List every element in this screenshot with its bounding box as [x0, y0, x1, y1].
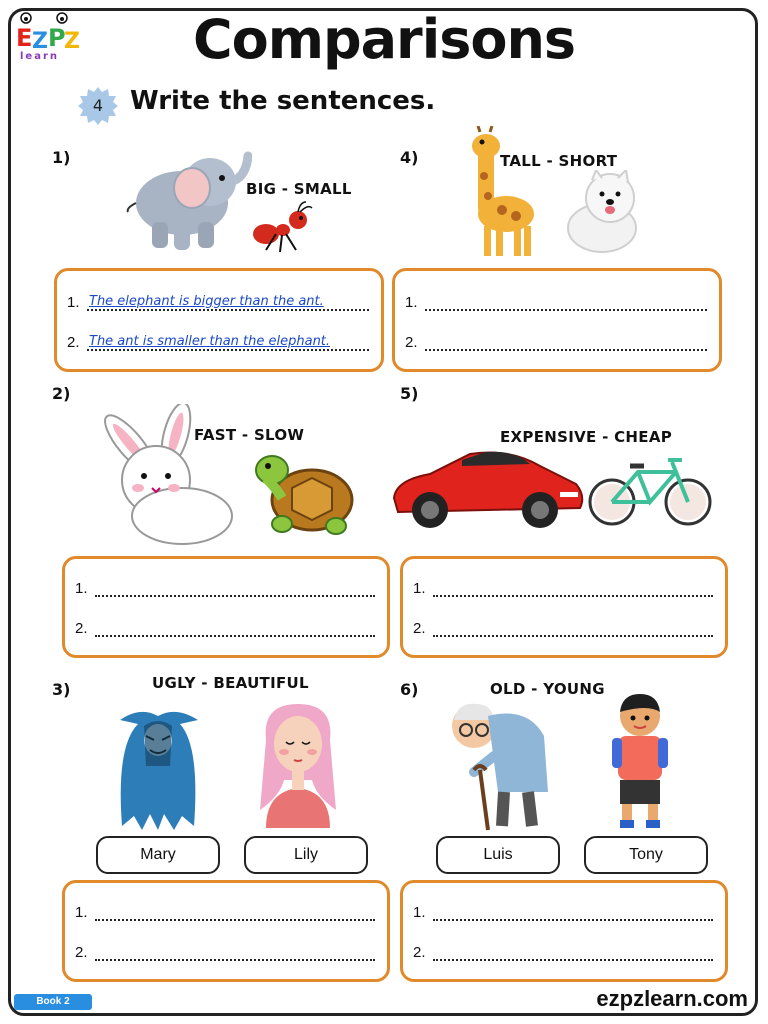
answer-text: The ant is smaller than the elephant. — [89, 334, 331, 349]
name-tag: Luis — [436, 836, 560, 874]
answer-line[interactable]: 2. — [75, 619, 375, 639]
rabbit-image — [90, 404, 238, 546]
answer-box — [400, 556, 728, 658]
answer-line[interactable]: 2. — [75, 943, 375, 963]
answer-box — [62, 880, 390, 982]
bicycle-image — [588, 448, 714, 528]
answer-line[interactable]: 1. — [413, 903, 713, 923]
answer-line[interactable]: 2. — [405, 333, 707, 353]
answer-box — [400, 880, 728, 982]
svg-text:Z: Z — [64, 29, 80, 54]
answer-line[interactable]: 2. The ant is smaller than the elephant. — [67, 333, 369, 353]
pair-label: EXPENSIVE - CHEAP — [500, 428, 673, 446]
elephant-image — [122, 148, 252, 252]
boy-image — [608, 690, 672, 830]
answer-line[interactable]: 2. — [413, 619, 713, 639]
pair-label: TALL - SHORT — [500, 152, 618, 170]
answer-box — [54, 268, 384, 372]
item-number: 4) — [400, 148, 419, 167]
item-number: 5) — [400, 384, 419, 403]
ant-image — [252, 200, 314, 254]
answer-text: The elephant is bigger than the ant. — [89, 294, 324, 309]
answer-line[interactable]: 1. The elephant is bigger than the ant. — [67, 293, 369, 313]
item-number: 3) — [52, 680, 71, 699]
sports-car-image — [390, 444, 586, 532]
page-title: Comparisons — [192, 8, 576, 71]
item-number: 2) — [52, 384, 71, 403]
svg-text:learn: learn — [20, 51, 60, 62]
ghost-image — [110, 706, 208, 832]
item-number: 1) — [52, 148, 71, 167]
svg-text:Z: Z — [32, 29, 48, 54]
item-number: 6) — [400, 680, 419, 699]
svg-text:P: P — [48, 24, 66, 52]
pair-label: UGLY - BEAUTIFUL — [152, 674, 309, 692]
turtle-image — [246, 448, 356, 538]
pair-label: BIG - SMALL — [246, 180, 352, 198]
name-tag: Tony — [584, 836, 708, 874]
name-tag: Lily — [244, 836, 368, 874]
answer-box — [62, 556, 390, 658]
pair-label: FAST - SLOW — [194, 426, 305, 444]
answer-line[interactable]: 1. — [405, 293, 707, 313]
exercise-instruction: Write the sentences. — [130, 86, 436, 116]
answer-line[interactable]: 2. — [413, 943, 713, 963]
svg-text:E: E — [16, 24, 33, 52]
giraffe-image — [462, 126, 538, 258]
answer-box — [392, 268, 722, 372]
answer-line[interactable]: 1. — [75, 903, 375, 923]
exercise-number: 4 — [92, 96, 104, 115]
answer-line[interactable]: 1. — [413, 579, 713, 599]
book-label: Book 2 — [14, 994, 92, 1010]
name-tag: Mary — [96, 836, 220, 874]
pair-label: OLD - YOUNG — [490, 680, 605, 698]
old-man-image — [444, 696, 554, 834]
girl-image — [246, 700, 350, 828]
dog-image — [562, 170, 644, 256]
site-url[interactable]: ezpzlearn.com — [596, 986, 748, 1011]
answer-line[interactable]: 1. — [75, 579, 375, 599]
